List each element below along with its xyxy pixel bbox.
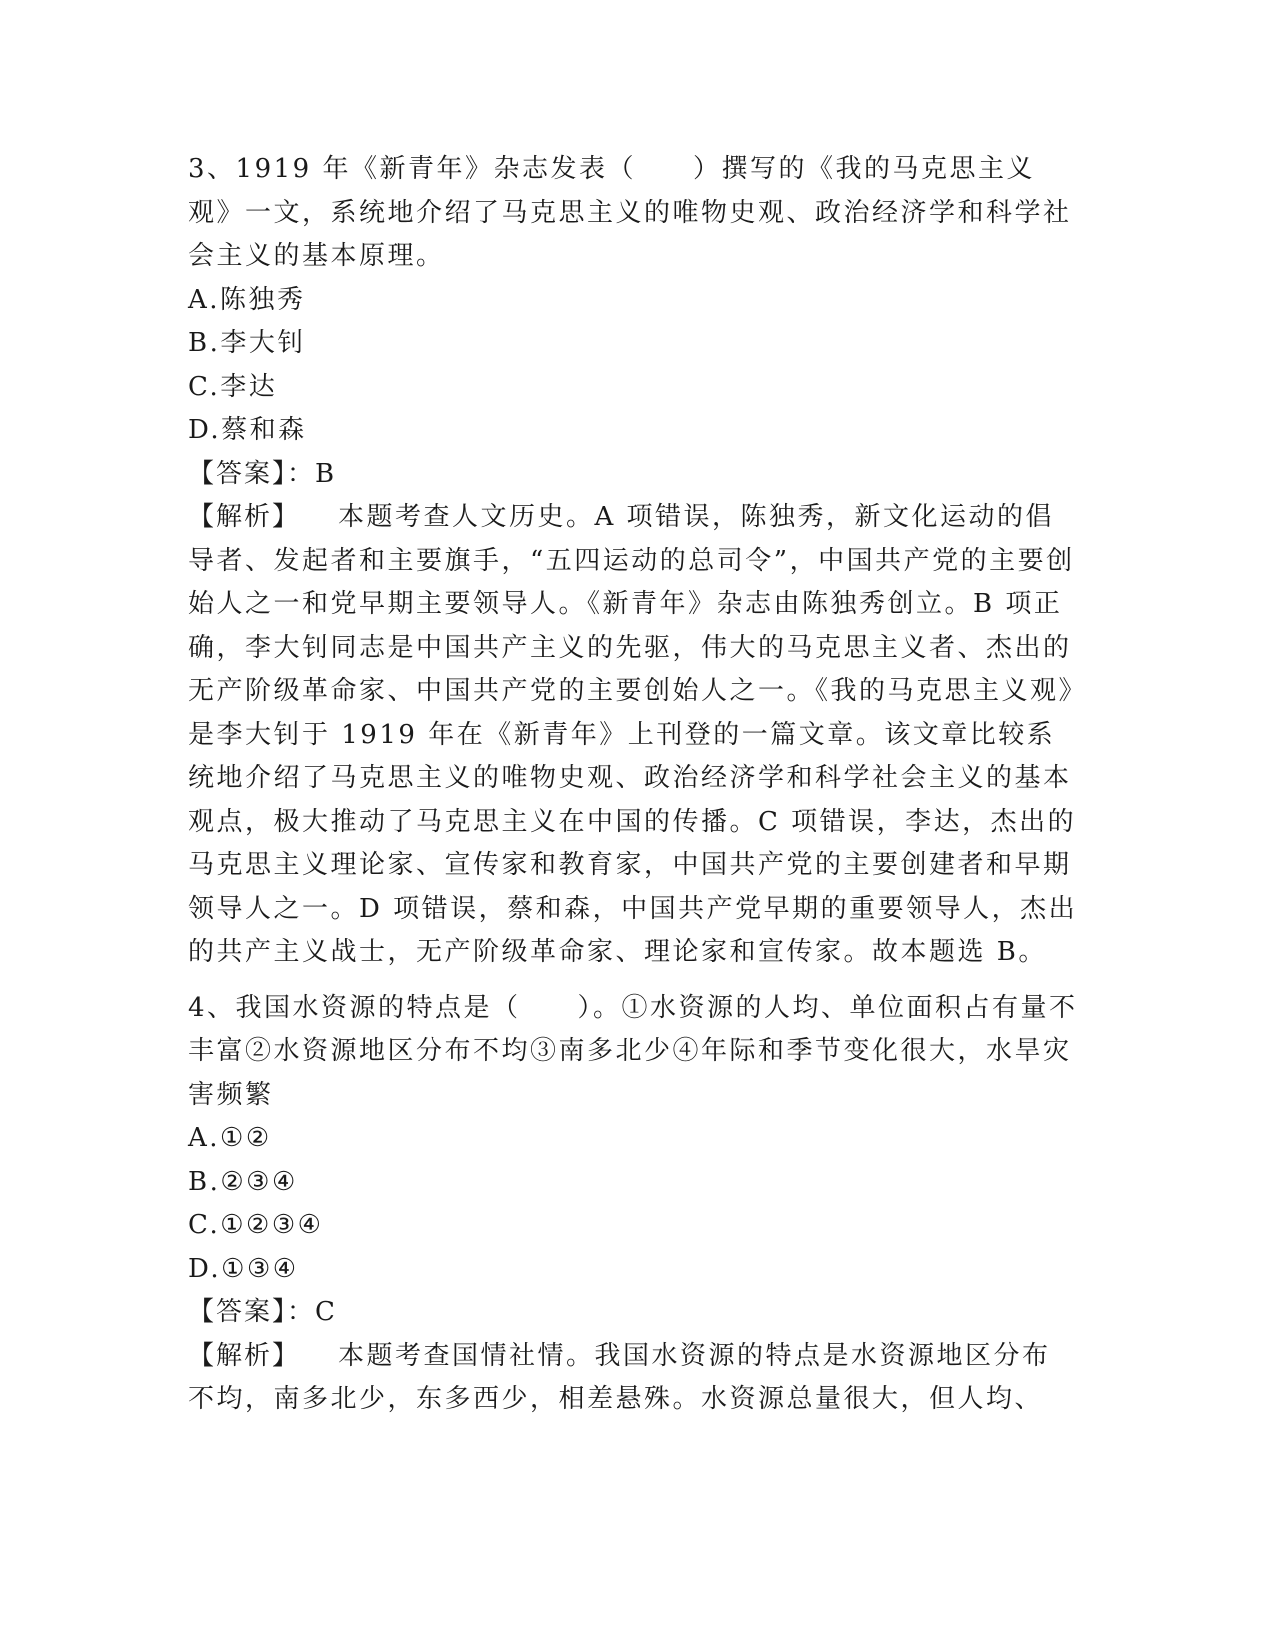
answer-label: 【答案】： (188, 1297, 316, 1327)
analysis-label: 【解析】 (188, 1340, 301, 1371)
answer-value: B (315, 458, 337, 489)
question-stem: 3、1919 年《新青年》杂志发表（ ）撰写的《我的马克思主义观》一文，系统地介绍了马克思主义的唯物史观、政治经济学和科学社会主义的基本原理。 (188, 154, 1072, 271)
question-divider (188, 975, 1078, 987)
analysis-paragraph (188, 496, 1078, 975)
analysis-label: 【解析】 (188, 502, 301, 532)
option-c: C.李达 (188, 371, 278, 402)
analysis-text: 本题考查人文历史。A 项错误，陈独秀，新文化运动的倡导者、发起者和主要旗手，“五四运动的总司令”，中国共产党的主要创始人之一和党早期主要领导人。《新青年》杂志由陈独秀创立。B 项正确，李大钊同志是中国共产主义的先驱，伟大的马克思主义者、杰出的无产阶级革命家、中国共产党的主要创始人之一。《我的马克思主义观》是李大钊于 1919 年在《新青年》上刊登的一篇文章。该文章比较系统地介绍了马克思主义的唯物史观、政治经济学和科学社会主义的基本观点，极大推动了马克思主义在中国的传播。C 项错误，李达，杰出的马克思主义理论家、宣传家和教育家，中国共产党的主要创建者和早期领导人之一。D 项错误，蔡和森，中国共产党早期的重要领导人，杰出的共产主义战士，无产阶级革命家、理论家和宣传家。故本题选 B。 (188, 502, 1078, 967)
option-d: D.①③④ (188, 1253, 299, 1284)
document-content (188, 148, 1078, 1422)
analysis-text: 本题考查国情社情。我国水资源的特点是水资源地区分布不均，南多北少，东多西少，相差悬殊。水资源总量很大，但人均、 (188, 1340, 1051, 1414)
question-4 (188, 987, 1078, 1422)
option-c: C.①②③④ (188, 1210, 324, 1240)
option-d: D.蔡和森 (188, 415, 307, 445)
question-stem: 4、我国水资源的特点是（ ）。①水资源的人均、单位面积占有量不丰富②水资源地区分布不均③南多北少④年际和季节变化很大，水旱灾害频繁 (188, 992, 1078, 1110)
option-b: B.李大钊 (188, 328, 306, 358)
answer-line (188, 1291, 1078, 1335)
question-3 (188, 148, 1078, 975)
answer-value: C (315, 1297, 338, 1327)
answer-line (188, 453, 1078, 497)
option-a: A.陈独秀 (188, 284, 306, 315)
option-a: A.①② (188, 1123, 272, 1153)
analysis-paragraph (188, 1335, 1078, 1422)
option-b: B.②③④ (188, 1166, 298, 1197)
answer-label: 【答案】： (188, 458, 316, 489)
